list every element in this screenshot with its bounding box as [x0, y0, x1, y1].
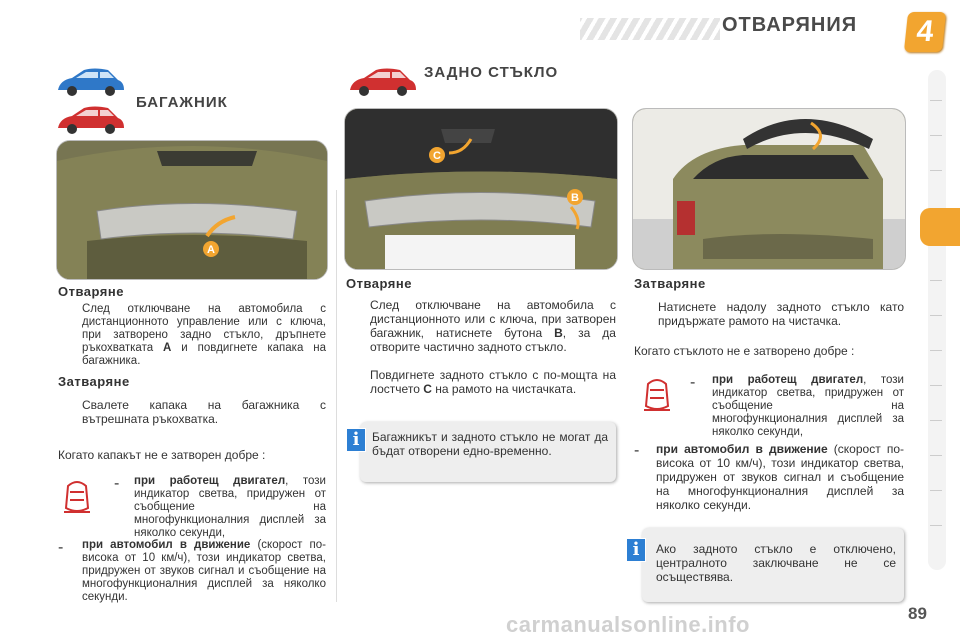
window-opening-item-1: След отключване на автомобила с дистанционното или с ключа, при затворен багажник, натиснете бутона B, за да отворите частично задното стъкло.	[370, 298, 616, 354]
trunk-engine-item: - при работещ двигател, този индикатор светва, придружен от съобщение на многофункционалния дисплей за няколко секунди,	[114, 475, 326, 539]
trunk-closing-heading: Затваряне	[58, 374, 130, 389]
label-c: C	[433, 150, 441, 162]
tab-divider	[930, 420, 942, 421]
trunk-moving-item: - при автомобил в движение (скорост по-висока от 10 км/ч), този индикатор светва, придружен от звуков сигнал и съобщение на многофункционалния дисплей за няколко секунди.	[58, 539, 326, 603]
tab-divider	[930, 385, 942, 386]
trunk-closing-item: Свалете капака на багажника с вътрешната ръкохватка.	[82, 398, 326, 426]
info-icon: i	[346, 428, 366, 452]
window-closing-heading: Затваряне	[634, 276, 706, 291]
active-chapter-tab[interactable]	[920, 208, 960, 246]
tab-divider	[930, 490, 942, 491]
section-title-rear-window: ЗАДНО СТЪКЛО	[424, 64, 559, 81]
trunk-photo	[56, 140, 328, 280]
window-opening-item-2: Повдигнете задното стъкло с по-мощта на лостчето C на рамото на чистачката.	[370, 368, 616, 396]
trunk-not-closed-text: Когато капакът не е затворен добре :	[58, 448, 266, 462]
tab-divider	[930, 455, 942, 456]
tab-divider	[930, 525, 942, 526]
label-b: B	[571, 192, 579, 204]
open-window-warning-icon	[640, 376, 674, 416]
blue-car-icon	[58, 69, 124, 97]
label-a: A	[207, 244, 215, 256]
window-not-closed-text: Когато стъклото не е затворено добре :	[634, 344, 855, 358]
red-car-icon	[58, 107, 124, 135]
page-number: 89	[908, 604, 927, 623]
tab-divider	[930, 350, 942, 351]
info-box-simultaneous: Багажникът и задното стъкло не могат да бъдат отворени едно-временно.	[360, 422, 616, 482]
window-moving-item: - при автомобил в движение (скорост по-висока от 10 км/ч), този индикатор светва, придружен от звуков сигнал и съобщение на многофункционалния дисплей за няколко секунди.	[634, 442, 904, 512]
chapter-badge: 4	[904, 12, 946, 52]
tab-divider	[930, 100, 942, 101]
window-closing-item: Натиснете надолу задното стъкло като придържате рамото на чистачка.	[658, 300, 904, 328]
tab-divider	[930, 135, 942, 136]
tab-divider	[930, 315, 942, 316]
closing-window-photo	[632, 108, 906, 270]
header-decoration	[580, 18, 720, 40]
page-title: ОТВАРЯНИЯ	[722, 14, 858, 36]
rear-window-photo	[344, 108, 618, 270]
trunk-opening-heading: Отваряне	[58, 284, 124, 299]
column-divider	[336, 190, 337, 602]
tab-divider	[930, 170, 942, 171]
section-title-trunk: БАГАЖНИК	[136, 94, 228, 111]
tab-divider	[930, 280, 942, 281]
window-opening-heading: Отваряне	[346, 276, 412, 291]
trunk-opening-item: След отключване на автомобила с дистанционното управление или с ключа, при затворено задно стъкло, дръпнете ръкохватката A и повдигнете капака на багажника.	[82, 303, 326, 367]
chapter-tabs	[928, 70, 946, 570]
car-icons	[54, 62, 126, 134]
window-engine-item: - при работещ двигател, този индикатор светва, придружен от съобщение на многофункционалния дисплей за няколко секунди,	[690, 374, 904, 438]
watermark: carmanualsonline.info	[506, 612, 750, 637]
info-box-central-locking: Ако задното стъкло е отключено, централното заключване не се осъществява.	[642, 528, 904, 602]
red-car-icon	[346, 62, 418, 96]
info-icon: i	[626, 538, 646, 562]
open-boot-warning-icon	[60, 478, 94, 518]
